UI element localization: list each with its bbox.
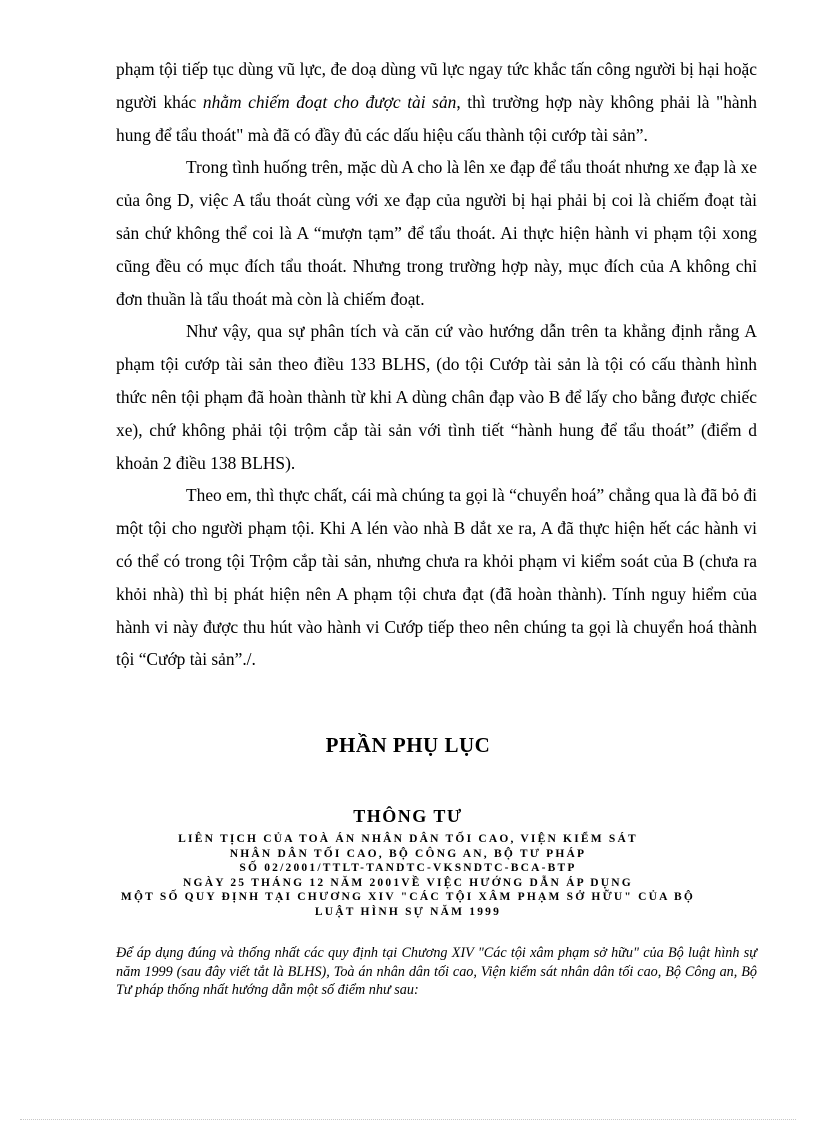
circular-intro: Để áp dụng đúng và thống nhất các quy định tại Chương XIV "Các tội xâm phạm sở hữu" của Bộ luật hình sự năm 1999 (sau đây viết tắt là BLHS), Toà án nhân dân tối cao, Viện kiểm sát nhân dân tối cao, Bộ Công an, Bộ Tư pháp thống nhất hướng dẫn một số điểm như sau: xyxy=(116,945,757,998)
circular-subtitle-line: MỘT SỐ QUY ĐỊNH TẠI CHƯƠNG XIV "CÁC TỘI XÂM PHẠM SỞ HỮU" CỦA BỘ xyxy=(120,891,696,903)
paragraph-text: , thì trường hợp này không phải là "hành hung để tẩu thoát" mà đã có đầy đủ các dấu hiệu cấu thành tội cướp tài sản”. xyxy=(116,91,758,145)
appendix-heading: PHẦN PHỤ LỤC xyxy=(325,733,491,757)
body-text xyxy=(116,53,757,676)
italic-phrase: nhằm chiếm đoạt cho được tài sản xyxy=(202,91,457,112)
circular-subtitle xyxy=(100,832,716,919)
paragraph-text: phạm tội tiếp tục dùng vũ lực, đe doạ dùng vũ lực ngay tức khắc tấn công người bị hại hoặc người khác xyxy=(116,59,757,112)
circular-subtitle-line: LUẬT HÌNH SỰ NĂM 1999 xyxy=(314,905,502,918)
paragraph-conclusion: Như vậy, qua sự phân tích và căn cứ vào hướng dẫn trên ta khẳng định rằng A phạm tội cướp tài sản theo điều 133 BLHS, (do tội Cướp tài sản là tội có cấu thành hình thức nên tội phạm đã hoàn thành từ khi A dùng chân đạp vào B để lấy cho bằng được chiếc xe), chứ không phải tội trộm cắp tài sản với tình tiết “hành hung để tẩu thoát” (điểm d khoản 2 điều 138 BLHS). xyxy=(116,321,757,473)
paragraph-continuation xyxy=(116,53,757,151)
paragraph-opinion: Theo em, thì thực chất, cái mà chúng ta gọi là “chuyển hoá” chẳng qua là đã bỏ đi một tội cho người phạm tội. Khi A lén vào nhà B dắt xe ra, A đã thực hiện hết các hành vi có thể có trong tội Trộm cắp tài sản, nhưng chưa ra khỏi phạm vi kiểm soát của B (chưa ra khỏi nhà) thì bị phát hiện nên A phạm tội chưa đạt (đã hoàn thành). Tính nguy hiểm của hành vi này được thu hút vào hành vi Cướp tiếp theo nên chúng ta gọi là chuyển hoá thành tội “Cướp tài sản”./. xyxy=(116,485,757,670)
circular-title: THÔNG TƯ xyxy=(353,806,463,826)
page-bottom-divider xyxy=(20,1119,796,1120)
circular-subtitle-line: SỐ 02/2001/TTLT-TANDTC-VKSNDTC-BCA-BTP xyxy=(239,862,577,874)
paragraph-situation-analysis: Trong tình huống trên, mặc dù A cho là lên xe đạp để tẩu thoát nhưng xe đạp là xe của ông D, việc A tẩu thoát cùng với xe đạp của người bị hại phải bị coi là chiếm đoạt tài sản chứ không thể coi là A “mượn tạm” để tẩu thoát. Ai thực hiện hành vi phạm tội xong cũng đều có mục đích tẩu thoát. Nhưng trong trường hợp này, mục đích của A không chỉ đơn thuần là tẩu thoát mà còn là chiếm đoạt. xyxy=(116,157,757,309)
circular-subtitle-line: LIÊN TỊCH CỦA TOÀ ÁN NHÂN DÂN TỐI CAO, VIỆN KIỂM SÁT xyxy=(178,833,638,845)
circular-subtitle-line: NHÂN DÂN TỐI CAO, BỘ CÔNG AN, BỘ TƯ PHÁP xyxy=(229,847,587,860)
circular-subtitle-line: NGÀY 25 THÁNG 12 NĂM 2001VỀ VIỆC HƯỚNG DẪN ÁP DỤNG xyxy=(183,876,633,889)
